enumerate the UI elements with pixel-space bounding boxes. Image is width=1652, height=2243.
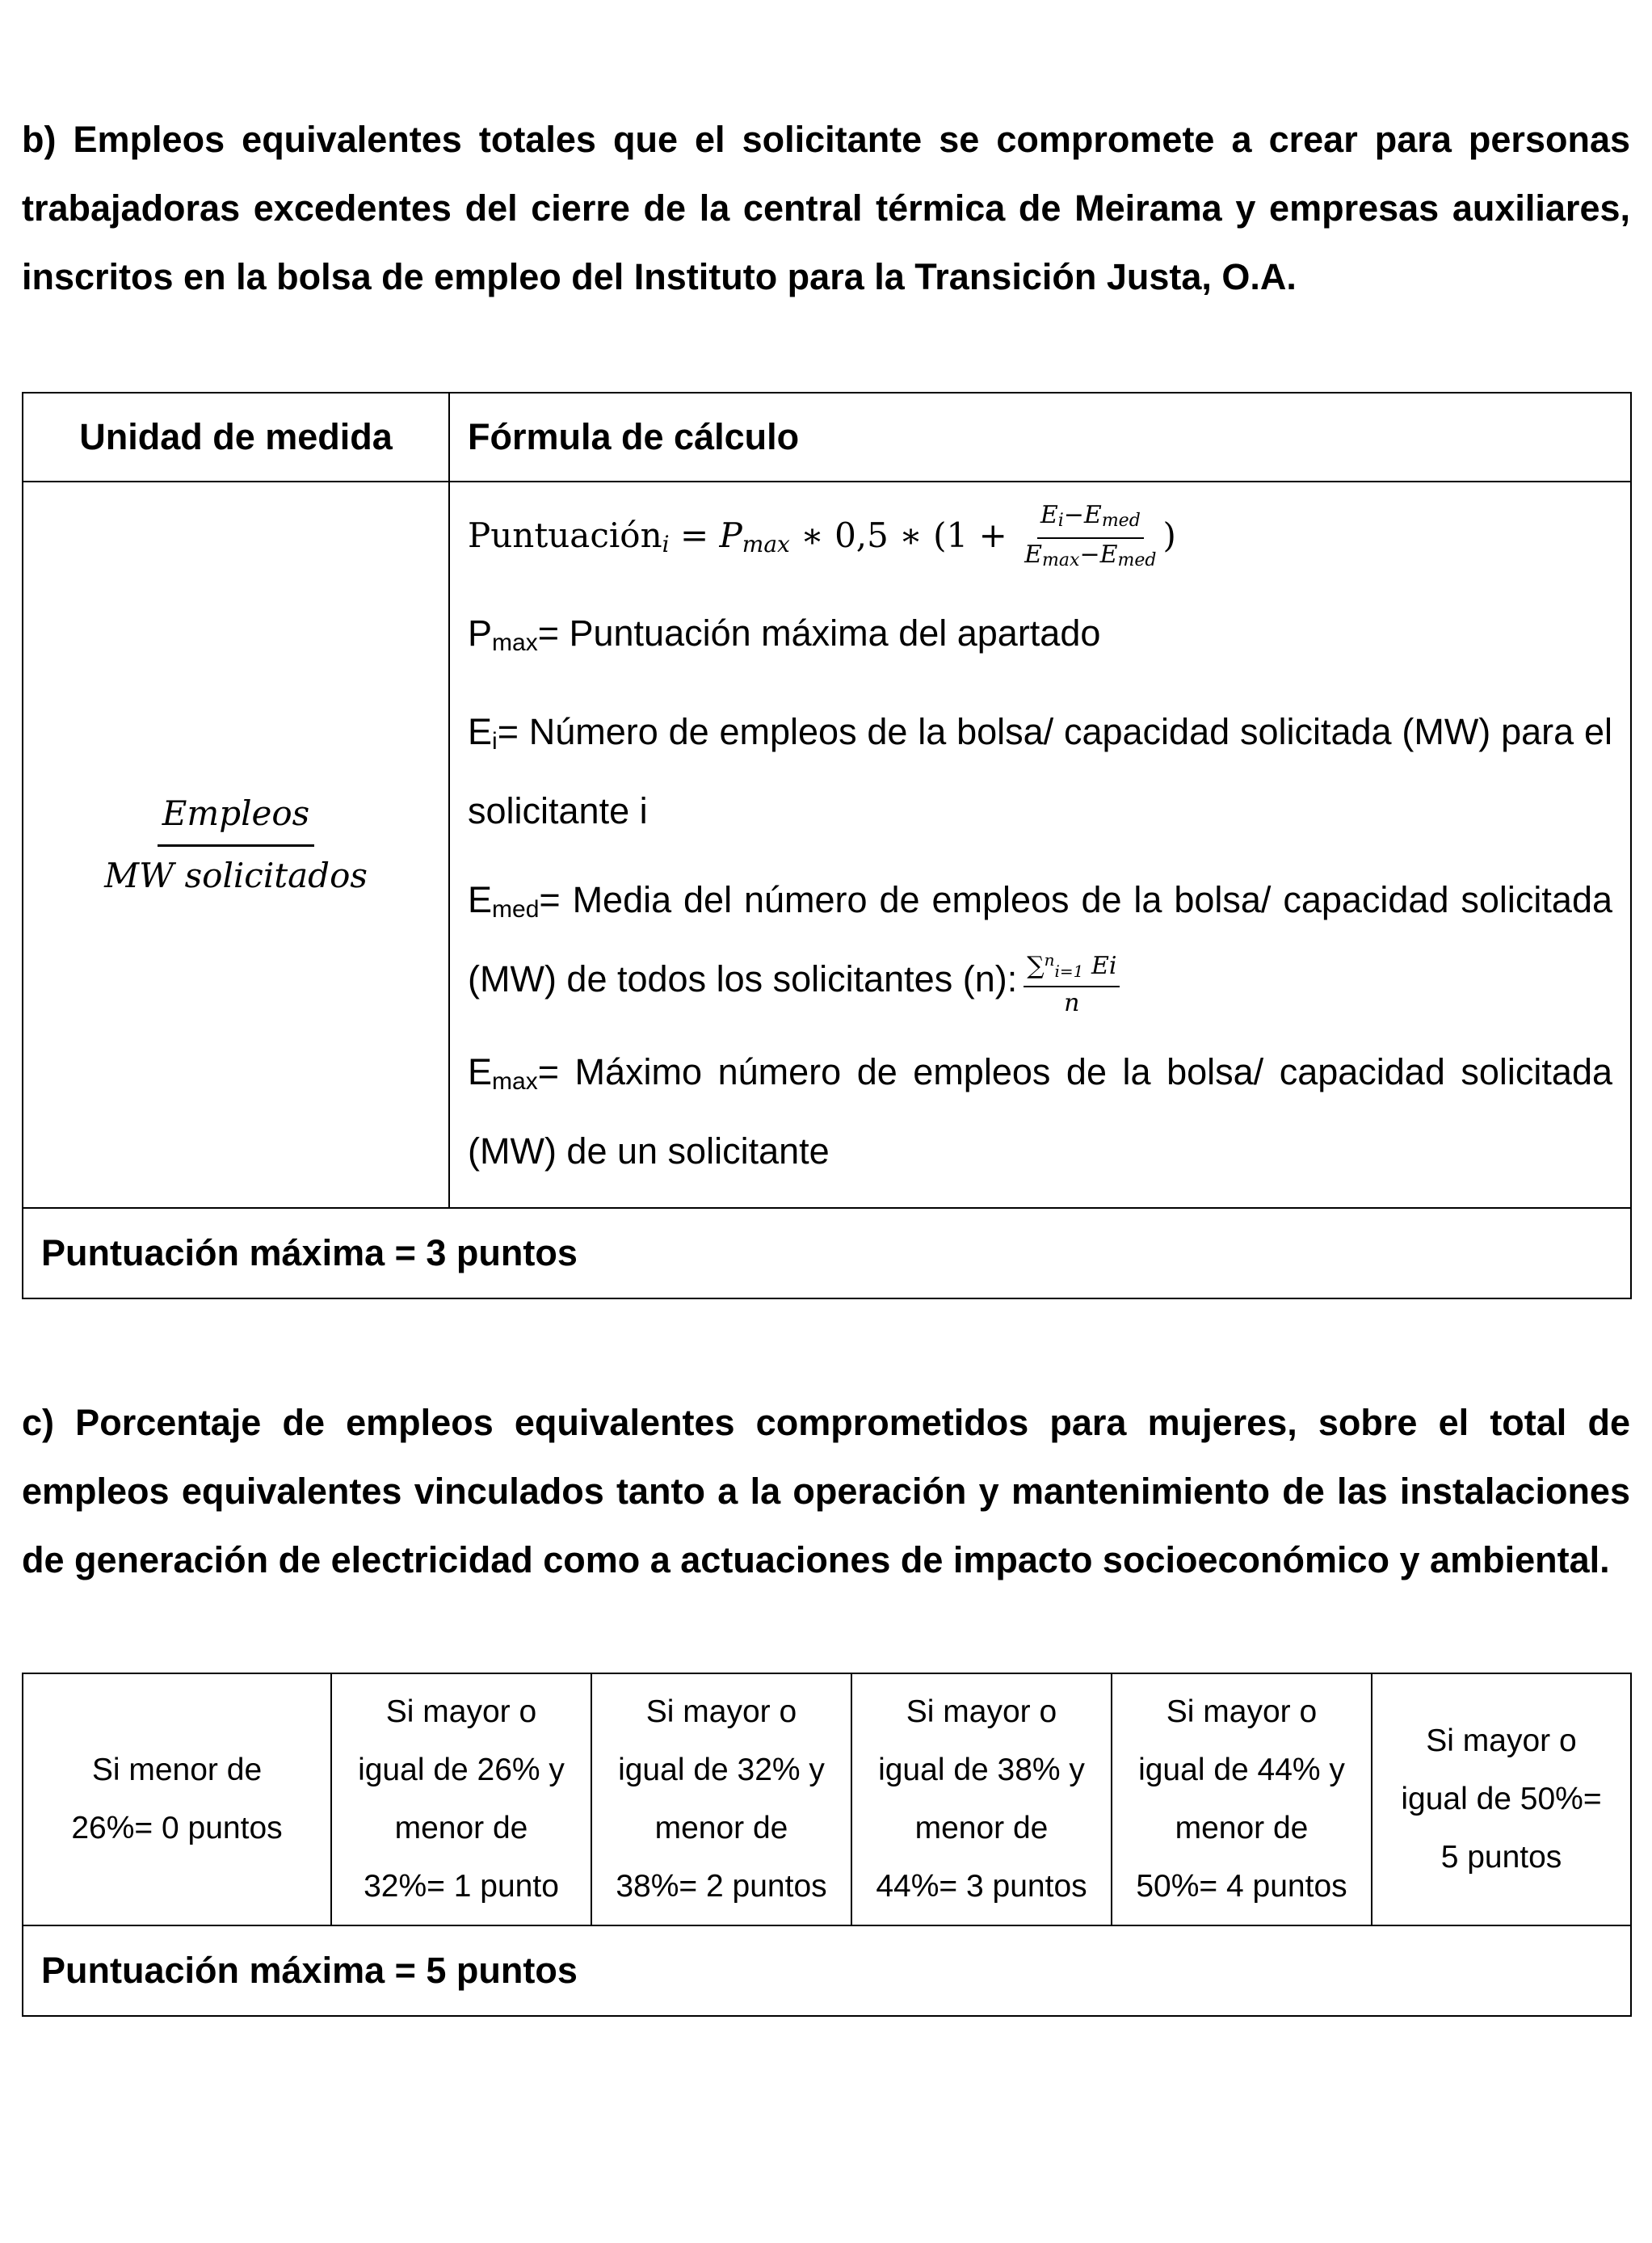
score-tier: [1112, 1673, 1372, 1925]
max-score: Puntuación máxima = 3 puntos: [23, 1208, 1631, 1298]
score-tier-line: 44%= 3 puntos: [876, 1869, 1087, 1904]
def-emax-text: = Máximo número de empleos de la bolsa/ capacidad solicitada (MW) de un solicitante: [468, 1051, 1612, 1172]
header-unit: Unidad de medida: [23, 393, 449, 482]
score-tier-line: menor de: [914, 1811, 1049, 1845]
mean-formula-denominator: n: [1064, 989, 1080, 1018]
score-tier-line: 50%= 4 puntos: [1136, 1869, 1347, 1904]
score-tier-line: igual de 50%=: [1401, 1782, 1602, 1816]
section-b-heading: b) Empleos equivalentes totales que el solicitante se compromete a crear para personas trabajadoras excedentes del cierre de la central térmica de Meirama y empresas auxiliares, inscritos en la bolsa de empleo del Instituto para la Transición Justa, O.A.: [22, 119, 1630, 297]
sum-sup: n: [1044, 950, 1055, 970]
den-e-med: E: [1099, 541, 1118, 569]
num-e-i-sub: i: [1057, 511, 1064, 531]
formula-p: P: [719, 516, 742, 555]
max-score: Puntuación máxima = 5 puntos: [23, 1925, 1631, 2016]
def-ei-symbol: E: [468, 711, 493, 752]
score-tier-line: igual de 38% y: [878, 1753, 1085, 1787]
def-emed-sub: med: [492, 896, 540, 923]
score-tier-line: Si menor de: [91, 1753, 263, 1787]
def-ei-sub: i: [492, 728, 498, 755]
def-emax: [468, 1037, 1612, 1186]
formula-lhs-sub: i: [662, 531, 670, 558]
score-tier-line: Si mayor o: [385, 1694, 537, 1729]
score-tier-line: Si mayor o: [1426, 1723, 1577, 1758]
def-emed-symbol: E: [468, 879, 493, 920]
num-minus: −: [1063, 501, 1084, 529]
section-c-table: [22, 1673, 1632, 2017]
table-footer-row: [23, 1208, 1631, 1298]
formula-middle: ∗ 0,5 ∗ (1 +: [801, 516, 1007, 555]
mean-formula-numerator: [1024, 945, 1120, 987]
formula-fraction: [1021, 500, 1159, 576]
formula-equals: =: [679, 516, 709, 555]
tiers-row: [23, 1673, 1631, 1925]
mean-formula: [1024, 945, 1120, 1018]
num-e-med-sub: med: [1101, 511, 1141, 531]
table-footer-row: [23, 1925, 1631, 2016]
sum-symbol: ∑: [1027, 952, 1045, 981]
score-tier-line: menor de: [654, 1811, 788, 1845]
score-tier-line: 5 puntos: [1440, 1840, 1562, 1875]
score-tier-line: menor de: [1175, 1811, 1309, 1845]
formula-close-paren: ): [1162, 516, 1176, 555]
sum-term: Ei: [1091, 952, 1117, 981]
den-minus: −: [1079, 541, 1100, 569]
score-tier-line: Si mayor o: [1166, 1694, 1318, 1729]
num-e-i: E: [1040, 501, 1058, 529]
score-tier: [851, 1673, 1112, 1925]
formula-cell: [449, 482, 1631, 1208]
score-tier-line: 32%= 1 punto: [364, 1869, 559, 1904]
def-emed: [468, 865, 1612, 1018]
def-pmax-sub: max: [492, 629, 538, 656]
unit-numerator: Empleos: [158, 791, 315, 847]
score-tier-line: igual de 26% y: [358, 1753, 565, 1787]
score-tier-line: menor de: [394, 1811, 528, 1845]
score-tier-line: igual de 32% y: [618, 1753, 825, 1787]
score-tier-line: Si mayor o: [906, 1694, 1057, 1729]
def-pmax-symbol: P: [468, 612, 493, 654]
def-emax-sub: max: [492, 1068, 538, 1096]
formula-fraction-denominator: [1021, 539, 1159, 576]
score-tier-line: igual de 44% y: [1138, 1753, 1345, 1787]
score-tier: [331, 1673, 591, 1925]
score-formula: [468, 500, 1612, 579]
num-e-med: E: [1083, 501, 1102, 529]
def-pmax-text: = Puntuación máxima del apartado: [537, 612, 1101, 654]
section-c-heading: c) Porcentaje de empleos equivalentes comprometidos para mujeres, sobre el total de empleos equivalentes vinculados tanto a la operación y mantenimiento de las instalaciones de generación de electricidad como a actuaciones de impacto socioeconómico y ambiental.: [22, 1402, 1630, 1580]
den-e-max-sub: max: [1042, 550, 1080, 570]
score-tier: [23, 1673, 331, 1925]
unit-cell: [23, 482, 449, 1208]
formula-lhs: Puntuación: [468, 516, 662, 555]
den-e-max: E: [1024, 541, 1043, 569]
den-e-med-sub: med: [1117, 550, 1157, 570]
def-emax-symbol: E: [468, 1051, 493, 1093]
def-ei-text: = Número de empleos de la bolsa/ capacidad solicitada (MW) para el solicitante i: [468, 711, 1612, 831]
section-b-table: [22, 392, 1632, 1299]
def-ei: [468, 697, 1612, 846]
score-tier: [1372, 1673, 1631, 1925]
formula-fraction-numerator: [1037, 500, 1144, 539]
header-formula: Fórmula de cálculo: [449, 393, 1631, 482]
score-tier-line: 26%= 0 puntos: [71, 1811, 283, 1845]
table-header-row: [23, 393, 1631, 482]
def-emed-text: = Media del número de empleos de la bolsa/ capacidad solicitada (MW) de todos los solicitantes (n):: [468, 879, 1612, 999]
def-pmax: [468, 599, 1612, 678]
sum-sub: i=1: [1054, 962, 1084, 982]
unit-denominator: MW solicitados: [104, 856, 368, 896]
unit-fraction: [99, 791, 372, 898]
table-body-row: [23, 482, 1631, 1208]
score-tier: [591, 1673, 851, 1925]
score-tier-line: 38%= 2 puntos: [616, 1869, 827, 1904]
formula-expression: [468, 501, 1176, 570]
score-tier-line: Si mayor o: [645, 1694, 797, 1729]
formula-p-sub: max: [742, 531, 790, 558]
